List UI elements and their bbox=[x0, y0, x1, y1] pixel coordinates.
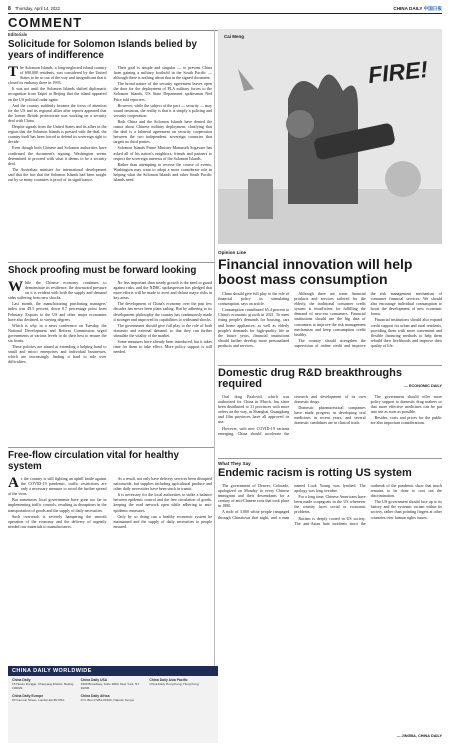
brand-name: CHINA DAILY bbox=[393, 6, 423, 11]
shock-paragraph: Some measures have already been introduced, but it takes time for them to take effect. More policy support is still needed. bbox=[113, 339, 212, 355]
issue-date: Thursday, April 14, 2022 bbox=[14, 6, 60, 11]
what-they-say-block bbox=[218, 461, 442, 738]
freeflow-paragraph: It is necessary for the local authorities to strike a balance between epidemic control and the free circulation of goods, keeping the road network open while adhering to anti-epidemic measures. bbox=[113, 492, 212, 513]
section-divider bbox=[8, 262, 214, 263]
free-flow-block bbox=[8, 450, 212, 676]
footer-office-name: China Daily Africa bbox=[80, 694, 110, 698]
footer-office-name: China Daily Asia Pacific bbox=[149, 678, 188, 682]
what-they-say-paragraph: The US government should face up to its history and the systemic racism within its society, rather than pointing fingers at other countries over human rights issues. bbox=[370, 499, 442, 520]
freeflow-body bbox=[8, 476, 212, 676]
editorials-paragraph: And the country suddenly became the focus of attention for the US and its regional allies after reports appeared that the former British protectorate was working on a security deal with China. bbox=[8, 102, 107, 123]
editorials-block bbox=[8, 32, 212, 277]
editorials-paragraph: The broad nature of the security agreement leaves open the door for the deployment of PLA military forces to the Solomon Islands, US State Department spokesman Ned Price told reporters. bbox=[113, 81, 212, 102]
editorials-paragraph: Solomon Islands Prime Minister Manasseh Sogavare has asked all of his nation's neighbors, friends and partners to respect the sovereign interests of the Solomon Islands. bbox=[113, 145, 212, 161]
domestic-paragraph: Domestic pharmaceutical companies have made progress in developing oral medicines in recent years, and several domestic candidates are in clinical trials. bbox=[294, 405, 366, 426]
footer-title: CHINA DAILY WORLDWIDE bbox=[8, 666, 218, 676]
editorials-body bbox=[8, 65, 212, 277]
domestic-paragraph: However, with new COVID-19 variants emerging, China should accelerate the research and development of its own domestic drugs. bbox=[218, 394, 366, 436]
editorials-kicker: Editorials bbox=[8, 32, 28, 37]
what-they-say-paragraph: For a long time, Chinese Americans have been made scapegoats in the US whenever the country faces social or economic problems. bbox=[294, 494, 366, 515]
shock-paragraph: The government should give full play to the role of both domestic and external demand, so that they can further stimulate the vitality of the market. bbox=[113, 322, 212, 338]
freeflow-paragraph: Such overreach is severely hampering the smooth operation of the economy and the delivery of urgently needed raw materials to manufacturers. bbox=[8, 513, 107, 529]
cartoon-caption: FIRE! bbox=[366, 55, 430, 89]
footer-columns bbox=[8, 692, 218, 704]
editorials-paragraph: Even though both Chinese and Solomon authorities have confirmed the document's signing, Washington seems determined to proceed with what it deems to be a security deal. bbox=[8, 145, 107, 166]
opinion-paragraph: Consumption contributed 65.4 percent to China's economic growth in 2021. To meet rising people's demands for housing, cars and home appliances, as well as elderly people's demands for high-quality life in the future years, financial institutions should further develop more personalized products and services. bbox=[218, 307, 290, 348]
opinion-headline: Financial innovation will help boost mass consumption bbox=[218, 256, 413, 287]
column-divider bbox=[214, 30, 215, 742]
footer-office-address: 90 Cannon Street, London EC4N 6HA bbox=[12, 698, 65, 702]
opinion-byline: — ECONOMIC DAILY bbox=[404, 384, 442, 388]
shock-paragraph: The development of China's economy over the past few decades has never been plain sailing. But by adhering to its development philosophy the country has continuously made it stronger and improved its capabilities to withstand shocks. bbox=[113, 301, 212, 322]
domestic-drug-block bbox=[218, 368, 442, 476]
editorials-paragraph: The Australian minister for international development said that the fact that the Solomon Islands had been sought out by so many countries is proof of its significance. bbox=[8, 166, 107, 182]
shock-headline: Shock proofing must be forward looking bbox=[8, 265, 197, 276]
what-they-say-byline: — JINGBA, CHINA DAILY bbox=[396, 734, 442, 738]
footer-columns bbox=[8, 676, 218, 692]
editorial-cartoon bbox=[218, 29, 442, 244]
section-title: COMMENT bbox=[8, 15, 83, 30]
freeflow-paragraph: As a result, not only have delivery services been disrupted nationwide, but supplies including agricultural produce and other daily necessities have been stuck in transit. bbox=[113, 476, 212, 492]
what-they-say-paragraph: A mob of 3,000 white people rampaged through Chinatown that night, and a man named Look Young was lynched. The apology was long overdue. bbox=[218, 483, 366, 520]
opinion-paragraph: The country should strengthen the supervision of online credit and improve the risk management mechanism of consumer financial services. We should also encourage individual consumption to boost the development of new economic forms. bbox=[294, 291, 442, 348]
opinion-paragraph: Financial institutions should also expand credit support for urban and rural residents, providing them with more convenient and flexible financing methods to help them rebuild their livelihoods and improve their quality of life. bbox=[370, 317, 442, 348]
footer-office bbox=[149, 678, 214, 690]
opinion-tag: Opinion Line bbox=[218, 250, 247, 255]
footer-office-name: China Daily USA bbox=[80, 678, 108, 682]
brand-chinese-name: 中国日报 bbox=[423, 6, 442, 11]
freeflow-paragraph: As the country is still fighting an uphill battle against the COVID-19 pandemic, traffic restrictions are only a necessary measure to avoid the further spread of the virus. bbox=[8, 476, 107, 497]
section-divider bbox=[218, 458, 442, 459]
shock-body bbox=[8, 280, 212, 457]
section-divider bbox=[218, 365, 442, 366]
shock-paragraph: No less important than steady growth is the need to guard against risks, and the NDRC spokesperson has pledged that more efforts will be made to avert and defuse major risks in key areas. bbox=[113, 280, 212, 301]
footer-office bbox=[12, 678, 77, 690]
what-they-say-headline: Endemic racism is rotting US system bbox=[218, 467, 412, 479]
shock-paragraph: While the Chinese economy continues to demonstrate its resilience, the downward pressure on it is evident with both the supply and demand sides suffering from new shocks. bbox=[8, 280, 107, 301]
domestic-paragraph: The government should offer more policy support to domestic drug makers so that more effective medicines can be put into use as soon as possible. bbox=[370, 394, 442, 415]
freeflow-headline: Free-flow circulation vital for healthy system bbox=[8, 450, 179, 472]
editorials-paragraph: The Solomon Islands, a long-neglected island country of 690,000 residents, was considered by the United States to be so out of the way and insignificant that it closed its embassy there in 1993. bbox=[8, 65, 107, 86]
section-divider bbox=[8, 447, 214, 448]
footer-office-name: China Daily bbox=[12, 678, 31, 682]
worldwide-footer bbox=[8, 666, 218, 743]
shock-paragraph: These policies are aimed at extending a helping hand to small and micro enterprises and individual businesses, which are increasingly finding it hard to tide over difficulties. bbox=[8, 344, 107, 365]
shock-paragraph: Which is why, in a news conference on Tuesday, the National Development and Reform Commission urged governments at various levels to do their best to ensure the six fronts. bbox=[8, 322, 107, 344]
footer-office-address: P.O. Box 27281-00100, Nairobi, Kenya bbox=[80, 698, 134, 702]
what-they-say-paragraph: The government of Denver, Colorado, apologized on Monday to every Chinese immigrant and their descendants for a century of anti-Chinese riots that took place in 1880. bbox=[218, 483, 290, 509]
what-they-say-body bbox=[218, 483, 442, 733]
domestic-headline: Domestic drug R&D breakthroughs required bbox=[218, 367, 402, 390]
page-info bbox=[8, 6, 60, 12]
domestic-paragraph: Besides, costs and prices for the public are also important considerations. bbox=[370, 415, 442, 426]
editorials-paragraph: Their goal is simple and singular — to prevent China from gaining a military foothold in the South Pacific — although there is nothing about that in the signed document. bbox=[113, 65, 212, 81]
footer-office bbox=[12, 694, 77, 702]
freeflow-paragraph: But sometimes local governments have gone too far in implementing traffic controls, resulting in disruptions in the transportation of goods and the supply of daily necessities. bbox=[8, 497, 107, 513]
footer-office bbox=[81, 678, 146, 690]
editorials-paragraph: Rather than attempting to reverse the course of events, Washington may want to adopt a more considerate role in helping what the Solomon Islands and other South Pacific islands need. bbox=[113, 161, 212, 182]
footer-office bbox=[81, 694, 146, 702]
opinion-paragraph: China should give full play to the role of financial policy in stimulating consumption, says an article. bbox=[218, 291, 290, 307]
footer-office-address: China Daily Hong Kong, Hong Kong bbox=[149, 682, 199, 686]
domestic-paragraph: Oral drug Paxlovid, which was authorized for China in March, has since been distributed to 31 provinces with more orders on the way, as Shanghai, Guangdong and Jilin provinces have all approved its use. bbox=[218, 394, 290, 425]
footer-office-address: 15 Huixin Dongjie, Chaoyang District, Beijing 100029 bbox=[12, 682, 74, 690]
page-number: 8 bbox=[8, 6, 11, 12]
brand-label bbox=[393, 6, 442, 12]
editorials-paragraph: It was not until the Solomon Islands shifted diplomatic recognition from Taipei to Beijing that the island appeared on the US political radar again. bbox=[8, 86, 107, 102]
what-they-say-tag: What They Say bbox=[218, 461, 251, 466]
editorials-headline: Solicitude for Solomon Islands belied by years of indifference bbox=[8, 39, 197, 61]
cartoonist-signature: Cai Meng bbox=[224, 34, 245, 39]
freeflow-paragraph: Only by so doing can a healthy economic system be maintained and the supply of daily necessities to people ensured. bbox=[113, 513, 212, 529]
shock-proofing-block bbox=[8, 265, 212, 457]
editorials-paragraph: Despite signals from the United States and its allies in the region that the Solomon Islands is pressed with the deal, the country itself has been forced to defend its sovereign right to decide. bbox=[8, 124, 107, 145]
footer-office-name: China Daily Europe bbox=[12, 694, 44, 698]
editorials-paragraph: However, while the subject of the pact — security — may sound ominous, the reality is that it is simply a policing and security cooperation. bbox=[113, 102, 212, 118]
what-they-say-paragraph: Racism is deeply rooted in US society. The anti-Asian hate incidents since the outbreak of the pandemic show that much remains to be done to root out the discrimination. bbox=[294, 483, 442, 526]
opinion-paragraph: Although there are some financial products and services tailored for the elderly, the traditional consumer credit system is insufficient for fulfilling the demand of new-era consumers. Financial institutions should use the big data of consumers to improve the risk management mechanism and keep consumption credit healthy. bbox=[294, 291, 366, 337]
editorials-paragraph: Both China and the Solomon Islands have denied the rumor about Chinese military deployment, clarifying that the deal is a bilateral agreement on security cooperation between the two independent, sovereign countries that targets no third parties. bbox=[113, 118, 212, 145]
footer-office-address: 1500 Broadway, Suite 2800, New York, NY 10036 bbox=[80, 682, 140, 690]
shock-paragraph: Last month, the manufacturing purchasing managers' index was 49.5 percent, down 0.7 percentage point from February. Exports to the US and other major economies have also declined, to varying degrees. bbox=[8, 301, 107, 322]
